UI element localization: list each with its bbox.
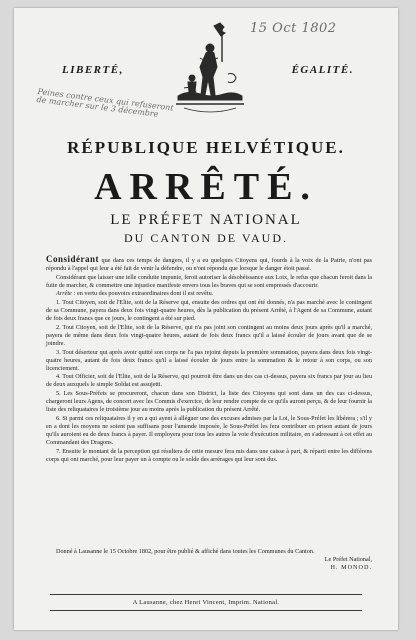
printer-imprint: A Lausanne, chez Henri Vincent, Imprim. National. [132, 599, 280, 606]
signatory-name: H. MONOD. [330, 564, 372, 571]
article-1: 1. Tout Citoyen, soit de l'Elite, soit de la Réserve qui, ensuite des ordres qui ont été donnés, n'a pas marché avec le contingent de sa Commune, payera dans deux fois vingt-quatre heures, dès la publication du présent Arrêté, à l'Agent de sa Commune, autant de fois deux francs que ce jours, le contingent a été sur pied. [46, 298, 372, 323]
handwritten-note: Peines contre ceux qui refuseront de marcher sur le 3 décembre [36, 87, 175, 120]
motto-egalite: ÉGALITÉ. [291, 64, 354, 76]
article-3: 3. Tout déserteur qui après avoir quitté son corps ne l'a pas rejoint depuis la première sommation, payera dans deux fois vingt-quatre heures, autant de fois deux francs qu'il a laissé écouler de jours entre la sommation & le retour à son corps, ou son licenciement. [46, 348, 372, 372]
arrete-paragraph: Arrête : en vertu des pouvoirs extraordinaires dont il est revêtu. [56, 290, 214, 298]
page-title: ARRÊTÉ. [94, 166, 318, 208]
dropcap: Considérant [46, 254, 100, 264]
signatory-role: Le Préfet National, [324, 556, 372, 563]
signoff [46, 548, 372, 572]
helvetic-emblem-icon [170, 22, 250, 114]
subtitle: LE PRÉFET NATIONAL [110, 212, 302, 228]
document-sheet [14, 8, 398, 630]
article-4: 4. Tout Officier, soit de l'Elite, soit de la Réserve, qui pourroit être dans un des cas ci-dessus, payera six francs par jour au lieu de deux auxquels le simple Soldat est assujetti. [46, 373, 372, 389]
article-6: 6. Si parmi ces reliquataires il y en a qui ayent à alléguer une des excuses admises par la Loi, le Sous-Préfet les libérera ; s'il y en a dont les moyens ne soient pas suffisans pour l'amende imposée, le Sous-Préfet les fera contribuer en prison autant de jours qu'ils auroient eu de deux francs à payer. Il employera pour tous les autres la voie d'exécution militaire, en s'adressant à cet effet au Commandant des Dragons. [46, 414, 372, 447]
article-5: 5. Les Sous-Préfets se procureront, chacun dans son District, la liste des Citoyens qui sont dans un des cas ci-dessus, chargeront leurs Agens, de concert avec les Commis d'exercice, de leur rendre compte de ce qu'ils auront perçu, & de leur fournir la liste des reliquataires le troisième jour au moins après la publication du présent Arrêté. [46, 390, 372, 414]
intro-paragraph: Considérant que dans ces temps de dangers, il y a eu quelques Citoyens qui, fourds à la voix de la Patrie, n'ont pas répondu à l'appel qui leur a été fait de venir la défendre, ou n'ont répondu que lorsque le danger étoit passé. [46, 254, 373, 273]
motto-liberte: LIBERTÉ, [62, 64, 124, 76]
canton-line: DU CANTON DE VAUD. [123, 231, 288, 245]
handwritten-date: 15 Oct 1802 [250, 21, 337, 36]
article-2: 2. Tout Citoyen, soit de l'Elite, soit de la Réserve, qui n'a pas joint son contingent au moins deux jours après qu'il a marché, payera de même dans deux fois vingt-quatre heures, autant de fois deux francs qu'il a laissé écouler de jours avant que de se joindre. [46, 323, 372, 347]
given-date-line: Donné à Lausanne le 15 Octobre 1802, pour être publié & affiché dans toutes les Communes du Canton. [56, 548, 315, 555]
consideration-paragraph: Considérant que laisser une telle conduite impunie, feroit autoriser la désobéissance aux Loix, le refus que chacun feroit dans la fuite de marcher, & commettre une injustice manifeste envers tous les braves qui se sont empressés d'accourir. [46, 273, 372, 289]
divider [50, 610, 362, 611]
decree-body [46, 255, 372, 464]
divider [50, 594, 362, 595]
article-7: 7. Ensuite le montant de la perception qui résultera de cette mesure fera mis dans une caisse à part, & réparti entre les différens corps qui ont marché, pour leur payer un à compte ou le solde des arrérages qui leur sont dus. [46, 447, 372, 463]
republic-heading: RÉPUBLIQUE HELVÉTIQUE. [67, 138, 345, 157]
